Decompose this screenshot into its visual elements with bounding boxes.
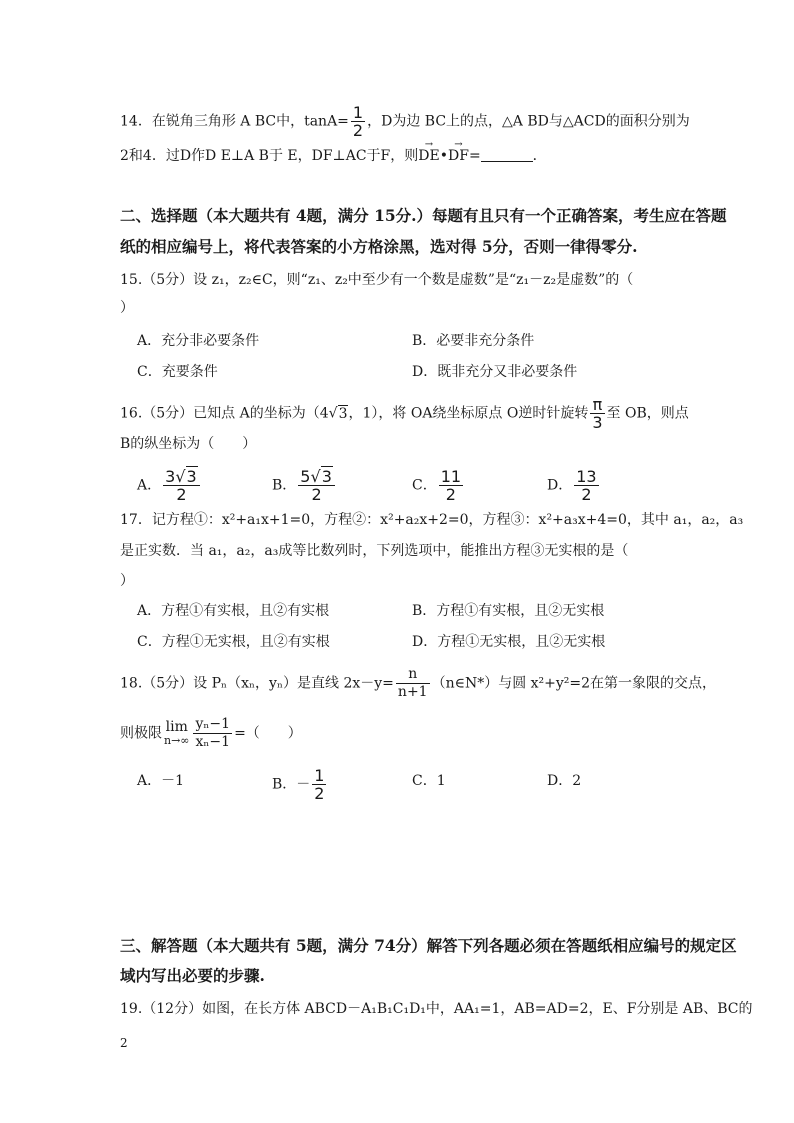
q17-option-a: A．方程①有实根，且②有实根 [137,603,330,619]
limit-subscript: n→∞ [164,733,190,747]
section3-heading-line1: 三、解答题（本大题共有 5题，满分 74分）解答下列各题必须在答题纸相应编号的规定区 [120,936,737,955]
q16-text-b: ，1），将 OA绕坐标原点 O逆时针旋转 [348,405,589,422]
q16-option-a-radicand: 3 [186,467,197,486]
section2-heading-line1: 二、选择题（本大题共有 4题，满分 15分.）每题有且只有一个正确答案，考生应在答题 [120,206,727,225]
q16-option-a-coef: 3 [165,467,176,486]
q16-option-c-fraction [439,468,463,503]
q16-option-b-num: 5√3 [298,468,335,486]
q15-option-d: D．既非充分又非必要条件 [412,364,578,380]
q14-line2 [120,146,547,166]
q16-option-b [272,468,337,503]
q16-pi-num: π [590,396,604,414]
q18-stem-line1 [120,666,716,701]
q16-text-c: 至 OB，则点 [606,405,689,422]
q14-fraction [351,104,365,139]
q18-text-d: =（ ） [234,725,302,742]
q14-period: ． [532,148,547,164]
q16-stem-line2: B的纵坐标为（ ） [120,436,257,452]
dot-operator: • [439,148,448,164]
limit-word: lim [165,718,188,735]
q16-option-c [412,468,465,503]
q17-stem-line2: 是正实数．当 a₁，a₂，a₃成等比数列时，下列选项中，能推出方程③无实根的是（ [120,543,629,559]
q18-fraction [396,666,430,701]
q16-option-b-den: 2 [311,485,322,504]
q16-option-a-fraction [163,468,200,503]
q18-option-c: C．1 [412,773,446,789]
q15-stem-line2: ） [120,300,134,316]
limit-frac-num: yₙ−1 [195,716,231,732]
q17-option-d: D．方程①无实根，且②无实根 [412,634,606,650]
q18-frac-den: n+1 [397,684,428,700]
q14-frac-num: 1 [352,103,364,122]
q14-text-c: 2和4．过D作D E⊥A B于 E，DF⊥AC于F，则 [120,148,419,164]
q16-option-b-coef: 5 [300,467,311,486]
q18-option-b-num: 1 [314,766,325,785]
q18-option-b-fraction [312,767,326,802]
q18-option-b-den: 2 [314,784,325,803]
page-number: 2 [120,1036,128,1050]
q15-option-c: C．充要条件 [137,364,218,380]
q18-stem-line2 [120,716,302,751]
limit-frac-den: xₙ−1 [195,734,231,750]
limit-expression [164,720,189,748]
q16-option-c-label: C． [412,477,437,494]
q16-option-b-label: B． [272,477,297,494]
q15-stem-line1: 15.（5分）设 z₁，z₂∈C，则“z₁、z₂中至少有一个数是虚数”是“z₁－z₂是虚数”的（ [120,272,634,288]
q14-equals: = [468,148,481,164]
q16-text-a: 16.（5分）已知点 A的坐标为（4 [120,405,329,422]
q15-option-a: A．充分非必要条件 [137,333,260,349]
q17-option-c: C．方程①无实根，且②有实根 [137,634,330,650]
q16-option-a-num: 3√3 [163,468,200,486]
q18-frac-num: n [396,666,430,684]
q18-option-b [272,767,328,802]
q16-option-a-label: A． [137,477,162,494]
q16-option-d-label: D． [547,477,573,494]
sqrt-symbol: √ [328,405,338,422]
section3-heading-line2: 域内写出必要的步骤. [120,966,265,985]
answer-blank [481,147,533,162]
q16-option-d-num: 13 [576,467,597,486]
q16-option-d-fraction [574,468,598,503]
q18-text-a: 18.（5分）设 Pₙ（xₙ，yₙ）是直线 2x－y= [120,675,394,692]
vector-de: → DE [418,146,439,166]
q18-option-d: D．2 [547,773,582,789]
q18-text-c: 则极限 [120,725,162,742]
q14-text-a: 14．在锐角三角形 A BC中，tanA= [120,113,349,130]
q16-option-b-fraction [298,468,335,503]
q16-option-d [547,468,601,503]
q16-option-c-num: 11 [440,467,462,486]
q16-option-a [137,468,202,503]
q16-pi-fraction [590,396,604,431]
q16-sqrt-radicand: 3 [338,405,348,422]
q16-stem-line1 [120,396,689,431]
vector-df: → DF [448,146,469,166]
q15-option-b: B．必要非充分条件 [412,333,535,349]
q16-option-b-radicand: 3 [321,467,332,486]
q16-option-d-den: 2 [581,485,592,504]
limit-fraction [193,716,232,751]
q14-frac-den: 2 [352,121,364,140]
q19-stem-line1: 19.（12分）如图，在长方体 ABCD－A₁B₁C₁D₁中，AA₁=1，AB=AD=2，E、F分别是 AB、BC的 [120,1001,753,1017]
q16-option-a-den: 2 [176,485,187,504]
q16-pi-den: 3 [592,413,603,432]
section2-heading-line2: 纸的相应编号上，将代表答案的小方格涂黑，选对得 5分，否则一律得零分. [120,237,638,256]
q14-text-b: ，D为边 BC上的点，△A BD与△ACD的面积分别为 [367,113,690,130]
q17-option-b: B．方程①有实根，且②无实根 [412,603,605,619]
q17-stem-line1: 17．记方程①：x²+a₁x+1=0，方程②：x²+a₂x+2=0，方程③：x²+a₃x+4=0，其中 a₁，a₂，a₃ [120,512,744,528]
q14-line1 [120,104,690,139]
q18-text-b: （n∈N*）与圆 x²+y²=2在第一象限的交点， [431,675,717,692]
q18-option-a: A．－1 [137,773,185,789]
q17-stem-line3: ） [120,573,134,589]
q16-option-c-den: 2 [445,485,456,504]
q18-option-b-label: B．－ [272,776,311,793]
